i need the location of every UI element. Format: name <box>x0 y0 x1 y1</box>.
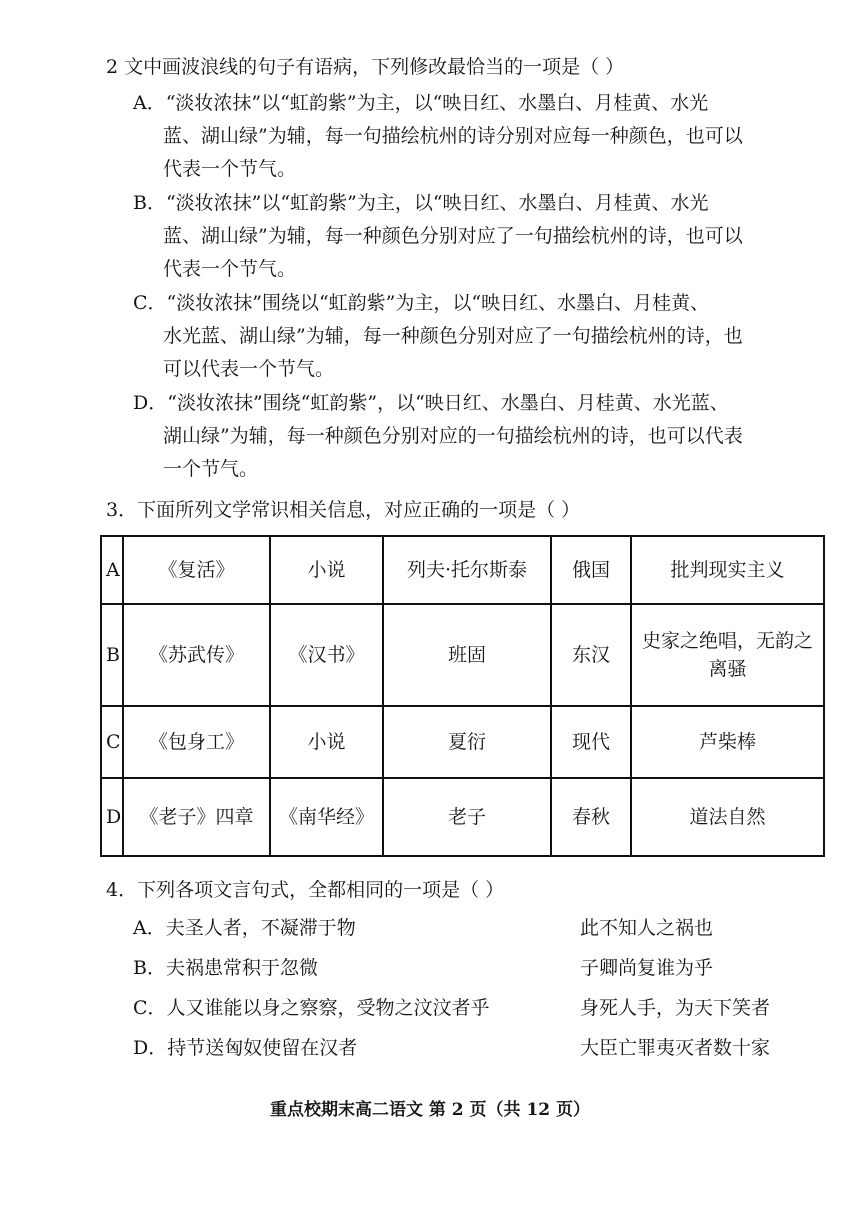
table-cell: 芦柴棒 <box>631 706 824 778</box>
q4-option-d-right: 大臣亡罪夷灭者数十家 <box>580 1037 771 1059</box>
q2-option-d-line3: 一个节气。 <box>163 458 259 480</box>
table-cell: 东汉 <box>551 604 631 706</box>
q2-option-d-line1: D．“淡妆浓抹”围绕“虹韵紫”，以“映日红、水墨白、月桂黄、水光蓝、 <box>133 392 729 414</box>
table-cell: 列夫·托尔斯泰 <box>383 536 551 604</box>
table-cell: 现代 <box>551 706 631 778</box>
q2-option-c-line2: 水光蓝、湖山绿”为辅，每一种颜色分别对应了一句描绘杭州的诗，也 <box>163 325 743 347</box>
table-cell: 夏衍 <box>383 706 551 778</box>
table-cell: D <box>101 778 123 856</box>
q4-option-b-right: 子卿尚复谁为乎 <box>580 957 714 979</box>
q2-option-b-line3: 代表一个节气。 <box>163 258 297 280</box>
q4-option-c-right: 身死人手，为天下笑者 <box>580 997 771 1019</box>
table-cell: C <box>101 706 123 778</box>
table-cell: 俄国 <box>551 536 631 604</box>
table-cell: 《包身工》 <box>123 706 270 778</box>
q2-option-d-line2: 湖山绿”为辅，每一种颜色分别对应的一句描绘杭州的诗，也可以代表 <box>163 425 743 447</box>
q2-option-c-line3: 可以代表一个节气。 <box>163 358 335 380</box>
table-row <box>101 536 824 604</box>
table-cell: 春秋 <box>551 778 631 856</box>
q2-option-b-line2: 蓝、湖山绿”为辅，每一种颜色分别对应了一句描绘杭州的诗，也可以 <box>163 225 743 247</box>
q4-option-c-left: C．人又谁能以身之察察，受物之汶汶者乎 <box>133 997 490 1019</box>
table-cell: A <box>101 536 123 604</box>
table-cell: 小说 <box>270 536 383 604</box>
literature-table <box>100 535 825 857</box>
table-cell: 史家之绝唱，无韵之离骚 <box>631 604 824 706</box>
table-row <box>101 778 824 856</box>
q4-option-b-left: B．夫祸患常积于忽微 <box>133 957 318 979</box>
table-cell: 《汉书》 <box>270 604 383 706</box>
q2-option-a-line3: 代表一个节气。 <box>163 158 297 180</box>
page-footer: 重点校期末高二语文 第 2 页（共 12 页） <box>269 1100 591 1120</box>
table-row <box>101 604 824 706</box>
q4-option-a-right: 此不知人之祸也 <box>580 917 714 939</box>
table-cell: 班固 <box>383 604 551 706</box>
q2-stem: 2 文中画波浪线的句子有语病，下列修改最恰当的一项是（ ） <box>106 56 625 78</box>
q2-option-a-line2: 蓝、湖山绿”为辅，每一句描绘杭州的诗分别对应每一种颜色，也可以 <box>163 125 743 147</box>
table-cell: 《南华经》 <box>270 778 383 856</box>
q2-option-a-line1: A．“淡妆浓抹”以“虹韵紫”为主，以“映日红、水墨白、月桂黄、水光 <box>133 92 709 114</box>
q4-option-d-left: D．持节送匈奴使留在汉者 <box>133 1037 358 1059</box>
table-cell: 《老子》四章 <box>123 778 270 856</box>
table-cell: 老子 <box>383 778 551 856</box>
table-cell: B <box>101 604 123 706</box>
table-cell: 批判现实主义 <box>631 536 824 604</box>
table-cell: 《复活》 <box>123 536 270 604</box>
q3-stem: 3．下面所列文学常识相关信息，对应正确的一项是（ ） <box>106 499 581 521</box>
q4-stem: 4．下列各项文言句式，全都相同的一项是（ ） <box>106 879 505 901</box>
table-row <box>101 706 824 778</box>
table-cell: 小说 <box>270 706 383 778</box>
table-cell: 道法自然 <box>631 778 824 856</box>
q4-option-a-left: A．夫圣人者，不凝滞于物 <box>133 917 356 939</box>
table-cell: 《苏武传》 <box>123 604 270 706</box>
q2-option-b-line1: B．“淡妆浓抹”以“虹韵紫”为主，以“映日红、水墨白、月桂黄、水光 <box>133 192 709 214</box>
q2-option-c-line1: C．“淡妆浓抹”围绕以“虹韵紫”为主，以“映日红、水墨白、月桂黄、 <box>133 292 710 314</box>
